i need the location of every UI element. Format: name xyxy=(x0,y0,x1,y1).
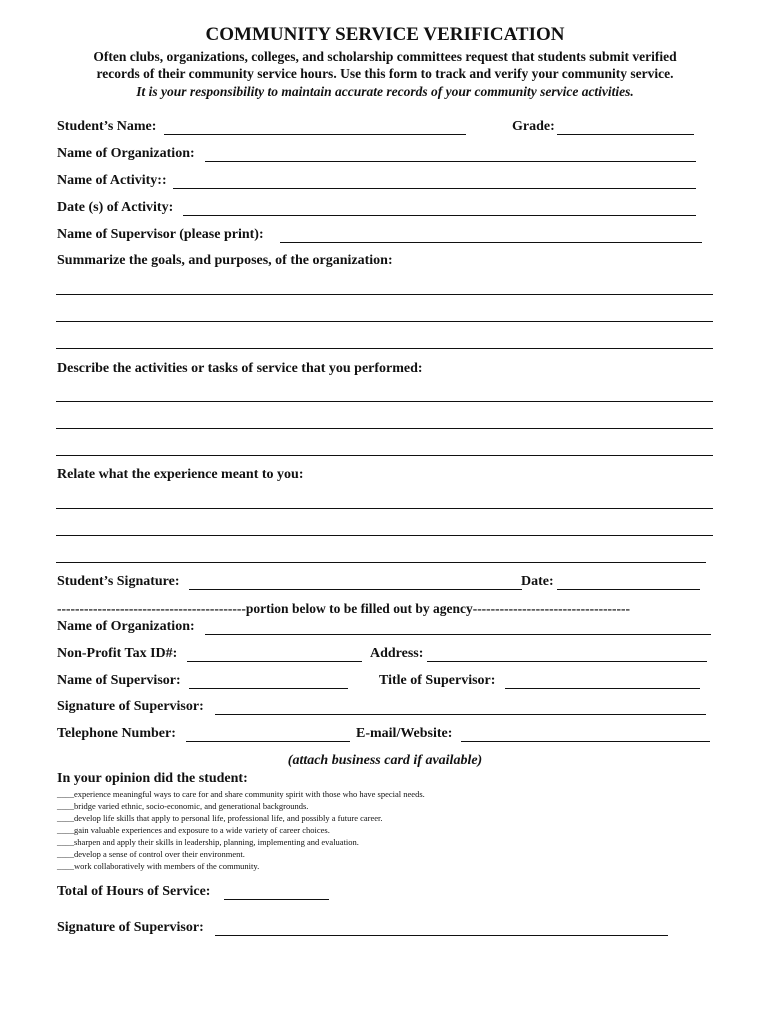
supervisor-title-label: Title of Supervisor: xyxy=(379,673,496,688)
email-field[interactable] xyxy=(461,741,710,742)
total-hours-label: Total of Hours of Service: xyxy=(57,884,211,899)
tax-id-field[interactable] xyxy=(187,661,362,662)
checklist-item[interactable]: ____gain valuable experiences and exposure to a wide variety of career choices. xyxy=(57,825,330,835)
relate-line[interactable] xyxy=(56,508,713,509)
activity-label: Name of Activity:: xyxy=(57,173,167,188)
summary-line[interactable] xyxy=(56,321,713,322)
supervisor-signature-label: Signature of Supervisor: xyxy=(57,699,204,714)
activity-dates-label: Date (s) of Activity: xyxy=(57,200,174,215)
grade-label: Grade: xyxy=(512,119,555,134)
student-date-field[interactable] xyxy=(557,589,700,590)
supervisor-signature-field[interactable] xyxy=(215,714,706,715)
tax-id-label: Non-Profit Tax ID#: xyxy=(57,646,178,661)
telephone-label: Telephone Number: xyxy=(57,726,176,741)
describe-prompt: Describe the activities or tasks of service that you performed: xyxy=(57,361,423,376)
address-field[interactable] xyxy=(427,661,707,662)
relate-line[interactable] xyxy=(56,562,706,563)
checklist-item[interactable]: ____develop a sense of control over their environment. xyxy=(57,849,245,859)
organization-field[interactable] xyxy=(205,161,696,162)
describe-line[interactable] xyxy=(56,401,713,402)
intro-line-2: records of their community service hours. Use this form to track and verify your community service. xyxy=(96,66,674,81)
activity-dates-field[interactable] xyxy=(183,215,696,216)
checklist-item[interactable]: ____sharpen and apply their skills in leadership, planning, implementing and evaluation. xyxy=(57,837,359,847)
total-hours-field[interactable] xyxy=(224,899,329,900)
intro-line-3: It is your responsibility to maintain accurate records of your community service activities. xyxy=(136,84,634,99)
agency-organization-field[interactable] xyxy=(205,634,711,635)
checklist-item[interactable]: ____develop life skills that apply to personal life, professional life, and possibly a future career. xyxy=(57,813,383,823)
supervisor-name-label: Name of Supervisor (please print): xyxy=(57,227,264,242)
relate-line[interactable] xyxy=(56,535,713,536)
relate-prompt: Relate what the experience meant to you: xyxy=(57,467,304,482)
agency-organization-label: Name of Organization: xyxy=(57,619,195,634)
telephone-field[interactable] xyxy=(186,741,350,742)
checklist-item[interactable]: ____work collaboratively with members of the community. xyxy=(57,861,260,871)
student-signature-field[interactable] xyxy=(189,589,522,590)
final-supervisor-signature-field[interactable] xyxy=(215,935,668,936)
agency-supervisor-label: Name of Supervisor: xyxy=(57,673,181,688)
grade-field[interactable] xyxy=(557,134,694,135)
address-label: Address: xyxy=(370,646,424,661)
describe-line[interactable] xyxy=(56,428,713,429)
student-signature-label: Student’s Signature: xyxy=(57,574,180,589)
organization-label: Name of Organization: xyxy=(57,146,195,161)
summary-line[interactable] xyxy=(56,294,713,295)
supervisor-title-field[interactable] xyxy=(505,688,700,689)
form-title: COMMUNITY SERVICE VERIFICATION xyxy=(205,24,565,45)
agency-supervisor-field[interactable] xyxy=(189,688,348,689)
checklist-item[interactable]: ____experience meaningful ways to care for and share community spirit with those who have special needs. xyxy=(57,789,425,799)
student-date-label: Date: xyxy=(521,574,554,589)
intro-line-1: Often clubs, organizations, colleges, and scholarship committees request that students submit verified xyxy=(93,49,677,64)
student-name-label: Student’s Name: xyxy=(57,119,157,134)
summarize-prompt: Summarize the goals, and purposes, of the organization: xyxy=(57,253,393,268)
describe-line[interactable] xyxy=(56,455,713,456)
student-name-field[interactable] xyxy=(164,134,466,135)
final-supervisor-signature-label: Signature of Supervisor: xyxy=(57,920,204,935)
opinion-heading: In your opinion did the student: xyxy=(57,771,248,786)
attach-note: (attach business card if available) xyxy=(287,753,483,768)
summary-line[interactable] xyxy=(56,348,713,349)
email-label: E-mail/Website: xyxy=(356,726,453,741)
activity-field[interactable] xyxy=(173,188,696,189)
supervisor-name-field[interactable] xyxy=(280,242,702,243)
checklist-item[interactable]: ____bridge varied ethnic, socio-economic, and generational backgrounds. xyxy=(57,801,309,811)
agency-divider: ------------------------------------------portion below to be filled out by agency----------------------------------- xyxy=(57,601,631,616)
